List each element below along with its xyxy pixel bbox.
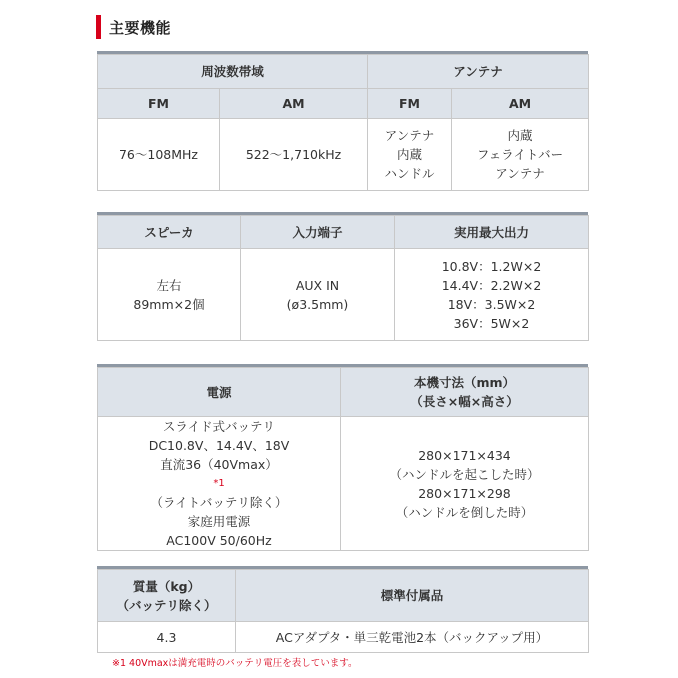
fm-band-subheader: FM: [98, 89, 220, 119]
fm-range-cell: 76～108MHz: [98, 119, 220, 191]
input-line: AUX IN: [295, 277, 340, 293]
am-antenna-subheader: AM: [452, 89, 589, 119]
footnote-marker: *1: [213, 478, 225, 489]
output-line: 10.8V：1.2W×2: [441, 258, 542, 274]
am-antenna-line: フェライトバー: [476, 147, 564, 162]
fm-antenna-subheader: FM: [368, 89, 452, 119]
output-line: 18V：3.5W×2: [447, 296, 536, 312]
weight-header-line: （バッテリ除く）: [116, 597, 217, 613]
power-line: DC10.8V、14.4V、18V: [148, 438, 290, 453]
power-line: スライド式バッテリ: [162, 419, 276, 434]
fm-antenna-line: ハンドル: [384, 166, 435, 181]
am-antenna-line: 内蔵: [507, 128, 533, 143]
dimensions-line: （ハンドルを倒した時）: [395, 504, 534, 520]
power-line-36v: [98, 455, 340, 493]
output-line: 36V：5W×2: [453, 315, 530, 331]
power-line: AC100V 50/60Hz: [166, 533, 272, 548]
am-band-subheader: AM: [220, 89, 368, 119]
dimensions-line: 280×171×298: [418, 485, 511, 501]
power-header: 電源: [98, 368, 341, 417]
max-output-header: 実用最大出力: [395, 216, 589, 249]
power-line: 直流36（40Vmax）: [160, 457, 278, 472]
frequency-band-header: 周波数帯域: [98, 55, 368, 89]
power-cell: [98, 417, 341, 551]
dimensions-cell: [341, 417, 589, 551]
fm-antenna-line: 内蔵: [397, 147, 423, 162]
output-line: 14.4V：2.2W×2: [441, 277, 542, 293]
speaker-cell: [98, 249, 241, 341]
dimensions-header: [341, 368, 589, 417]
weight-accessories-table: [97, 569, 589, 653]
power-line: （ライトバッテリ除く）: [150, 495, 288, 510]
speaker-header: スピーカ: [98, 216, 241, 249]
power-dimensions-table: [97, 367, 589, 551]
fm-antenna-cell: [368, 119, 452, 191]
speaker-line: 左右: [156, 277, 182, 293]
dimensions-line: （ハンドルを起こした時）: [389, 466, 540, 482]
am-antenna-cell: [452, 119, 589, 191]
input-terminal-header: 入力端子: [241, 216, 395, 249]
power-line: 家庭用電源: [187, 514, 251, 529]
max-output-cell: [395, 249, 589, 341]
section-title-text: 主要機能: [109, 18, 172, 37]
accessories-header: 標準付属品: [236, 570, 589, 622]
dimensions-header-line: （長さ×幅×高さ）: [410, 394, 519, 409]
speaker-output-table: [97, 215, 589, 341]
speaker-line: 89mm×2個: [133, 296, 205, 312]
section-title: [96, 14, 171, 40]
accessories-cell: ACアダプタ・単三乾電池2本（バックアップ用）: [236, 622, 589, 653]
title-accent-bar: [96, 15, 101, 39]
fm-antenna-line: アンテナ: [384, 128, 435, 143]
footnote: ※1 40Vmaxは満充電時のバッテリ電圧を表しています。: [112, 658, 358, 669]
input-line: (ø3.5mm): [286, 296, 349, 312]
frequency-antenna-table: [97, 54, 589, 191]
dimensions-line: 280×171×434: [418, 447, 511, 463]
am-range-cell: 522～1,710kHz: [220, 119, 368, 191]
weight-header: [98, 570, 236, 622]
weight-header-line: 質量（kg）: [132, 578, 201, 594]
antenna-header: アンテナ: [368, 55, 589, 89]
am-antenna-line: アンテナ: [495, 166, 545, 181]
weight-cell: 4.3: [98, 622, 236, 653]
input-terminal-cell: [241, 249, 395, 341]
dimensions-header-line: 本機寸法（mm）: [413, 375, 516, 390]
